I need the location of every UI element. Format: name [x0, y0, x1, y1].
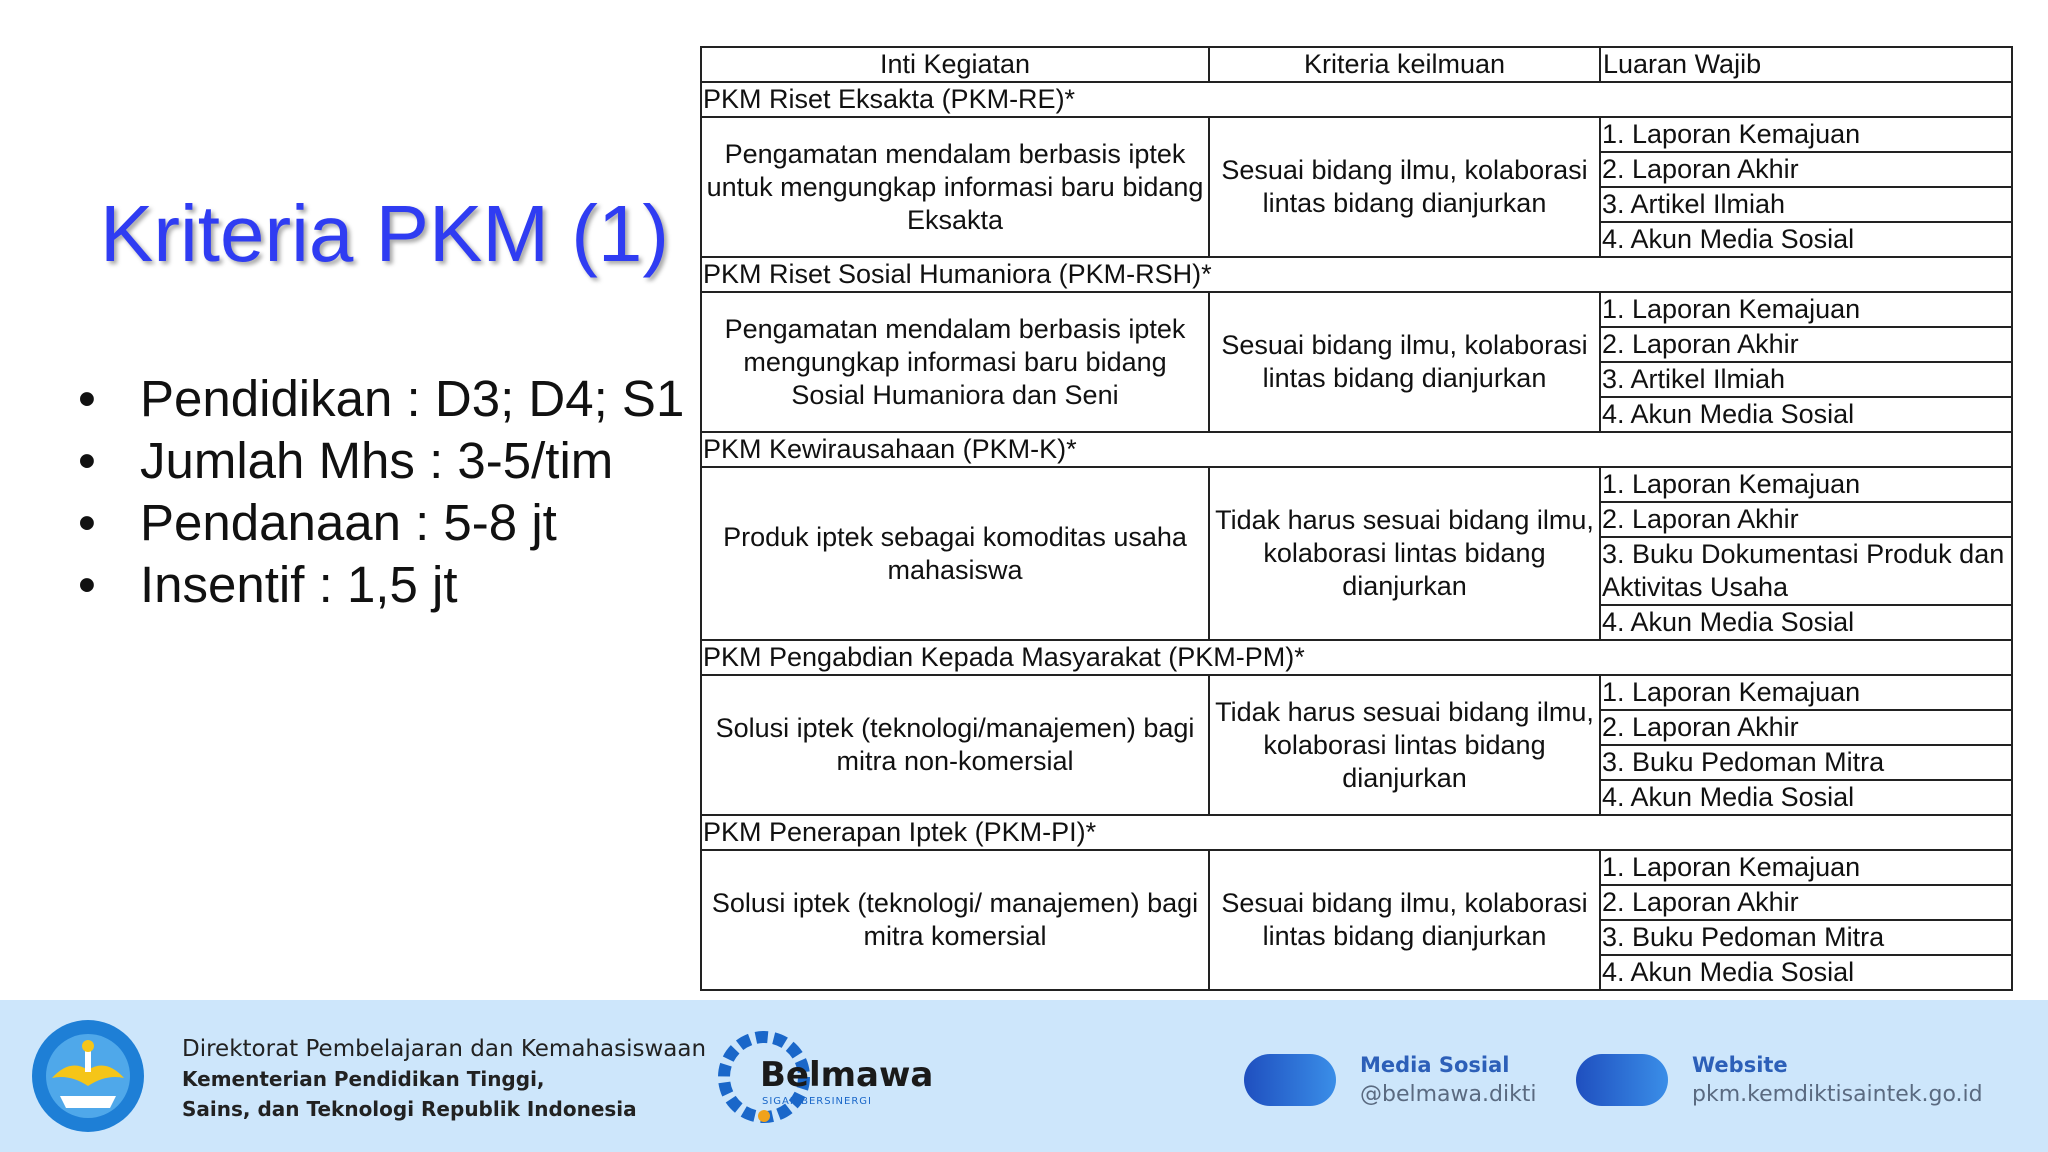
table-header-row — [701, 47, 2012, 82]
bullet-item — [78, 368, 684, 430]
category-name: PKM Riset Sosial Humaniora (PKM-RSH)* — [701, 257, 2012, 292]
output-cell: 2. Laporan Akhir — [1600, 152, 2012, 187]
activity-cell: Solusi iptek (teknologi/manajemen) bagi mitra non-komersial — [701, 675, 1209, 815]
output-cell: 2. Laporan Akhir — [1600, 710, 2012, 745]
website-label: Website — [1692, 1053, 1788, 1077]
output-cell: 2. Laporan Akhir — [1600, 327, 2012, 362]
output-cell: 3. Buku Pedoman Mitra — [1600, 745, 2012, 780]
social-label: Media Sosial — [1360, 1053, 1510, 1077]
bullet-dot: • — [78, 370, 96, 427]
output-cell: 4. Akun Media Sosial — [1600, 222, 2012, 257]
org-line-3: Sains, dan Teknologi Republik Indonesia — [182, 1097, 637, 1121]
output-cell: 1. Laporan Kemajuan — [1600, 117, 2012, 152]
org-line-1: Direktorat Pembelajaran dan Kemahasiswaan — [182, 1036, 707, 1062]
criteria-cell: Tidak harus sesuai bidang ilmu, kolaborasi lintas bidang dianjurkan — [1209, 675, 1600, 815]
header-inti-kegiatan: Inti Kegiatan — [701, 47, 1209, 82]
output-cell: 1. Laporan Kemajuan — [1600, 292, 2012, 327]
category-row — [701, 815, 2012, 850]
activity-cell: Pengamatan mendalam berbasis iptek mengungkap informasi baru bidang Sosial Humaniora dan Seni — [701, 292, 1209, 432]
criteria-cell: Sesuai bidang ilmu, kolaborasi lintas bidang dianjurkan — [1209, 117, 1600, 257]
category-row — [701, 257, 2012, 292]
table-row — [701, 850, 2012, 885]
activity-cell: Solusi iptek (teknologi/ manajemen) bagi mitra komersial — [701, 850, 1209, 990]
output-cell: 3. Artikel Ilmiah — [1600, 362, 2012, 397]
category-name: PKM Penerapan Iptek (PKM-PI)* — [701, 815, 2012, 850]
table-row — [701, 292, 2012, 327]
output-cell: 2. Laporan Akhir — [1600, 502, 2012, 537]
bullet-item — [78, 492, 684, 554]
website-pill-icon — [1576, 1054, 1668, 1106]
output-cell: 3. Buku Dokumentasi Produk dan Aktivitas Usaha — [1600, 537, 2012, 605]
table-row — [701, 675, 2012, 710]
bullet-text: Jumlah Mhs : 3-5/tim — [140, 432, 614, 489]
output-cell: 4. Akun Media Sosial — [1600, 780, 2012, 815]
output-cell: 2. Laporan Akhir — [1600, 885, 2012, 920]
social-handle: @belmawa.dikti — [1360, 1082, 1537, 1107]
bullet-item — [78, 554, 684, 616]
output-cell: 1. Laporan Kemajuan — [1600, 850, 2012, 885]
organization-text — [182, 1034, 706, 1124]
table-row — [701, 467, 2012, 502]
belmawa-logo — [714, 1024, 934, 1135]
media-sosial-pill-icon — [1244, 1054, 1336, 1106]
bullet-dot: • — [78, 556, 96, 613]
activity-cell: Pengamatan mendalam berbasis iptek untuk mengungkap informasi baru bidang Eksakta — [701, 117, 1209, 257]
pkm-criteria-table — [700, 46, 2013, 991]
bullet-text: Insentif : 1,5 jt — [140, 556, 458, 613]
category-name: PKM Kewirausahaan (PKM-K)* — [701, 432, 2012, 467]
output-cell: 3. Buku Pedoman Mitra — [1600, 920, 2012, 955]
category-name: PKM Pengabdian Kepada Masyarakat (PKM-PM)* — [701, 640, 2012, 675]
bullet-item — [78, 430, 684, 492]
belmawa-wordmark: Belmawa — [760, 1055, 934, 1095]
category-name: PKM Riset Eksakta (PKM-RE)* — [701, 82, 2012, 117]
output-cell: 4. Akun Media Sosial — [1600, 955, 2012, 990]
output-cell: 3. Artikel Ilmiah — [1600, 187, 2012, 222]
category-row — [701, 432, 2012, 467]
bullet-text: Pendidikan : D3; D4; S1 — [140, 370, 685, 427]
footer-bar — [0, 1000, 2048, 1152]
category-row — [701, 82, 2012, 117]
bullet-text: Pendanaan : 5-8 jt — [140, 494, 557, 551]
criteria-cell: Sesuai bidang ilmu, kolaborasi lintas bidang dianjurkan — [1209, 850, 1600, 990]
slide-title: Kriteria PKM (1) — [100, 189, 669, 278]
output-cell: 1. Laporan Kemajuan — [1600, 467, 2012, 502]
output-cell: 1. Laporan Kemajuan — [1600, 675, 2012, 710]
table-row — [701, 117, 2012, 152]
criteria-cell: Tidak harus sesuai bidang ilmu, kolaborasi lintas bidang dianjurkan — [1209, 467, 1600, 640]
output-cell: 4. Akun Media Sosial — [1600, 605, 2012, 640]
social-media-info — [1360, 1050, 1537, 1110]
website-url[interactable]: pkm.kemdiktisaintek.go.id — [1692, 1082, 1983, 1107]
header-kriteria-keilmuan: Kriteria keilmuan — [1209, 47, 1600, 82]
output-cell: 4. Akun Media Sosial — [1600, 397, 2012, 432]
kemdikbud-logo-icon — [30, 1018, 146, 1139]
bullet-dot: • — [78, 494, 96, 551]
criteria-cell: Sesuai bidang ilmu, kolaborasi lintas bidang dianjurkan — [1209, 292, 1600, 432]
criteria-bullet-list — [78, 368, 684, 616]
belmawa-tagline: SIGAP BERSINERGI — [762, 1096, 872, 1107]
activity-cell: Produk iptek sebagai komoditas usaha mahasiswa — [701, 467, 1209, 640]
bullet-dot: • — [78, 432, 96, 489]
org-line-2: Kementerian Pendidikan Tinggi, — [182, 1067, 545, 1091]
website-info — [1692, 1050, 1983, 1110]
category-row — [701, 640, 2012, 675]
header-luaran-wajib: Luaran Wajib — [1600, 47, 2012, 82]
